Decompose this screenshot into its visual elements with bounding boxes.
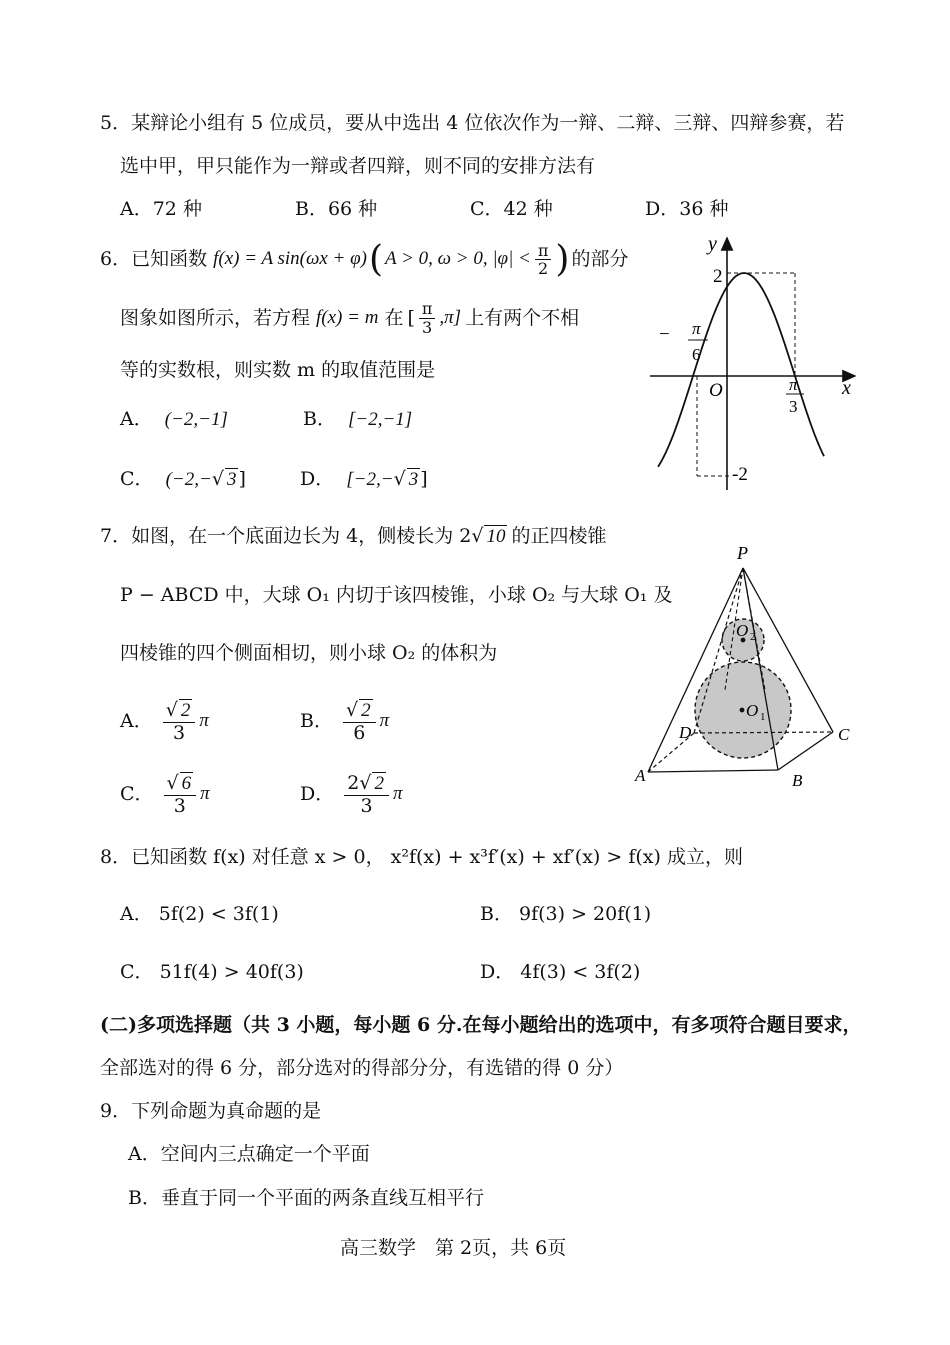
label-o2-sub: 2	[750, 631, 756, 643]
q6-prefix: 6．已知函数	[100, 248, 208, 271]
label-a: A	[635, 766, 646, 785]
q6-opt-c-label: C．	[120, 468, 154, 490]
q8-option-c: C． 51f(4) > 40f(3)	[120, 961, 304, 983]
q5-stem-line2: 选中甲，甲只能作为一辩或者四辩，则不同的安排方法有	[120, 155, 596, 177]
q6-opt-c-val: (−2,−	[165, 469, 212, 490]
q7-opt-d-label: D．	[300, 783, 335, 806]
graph-left-tick-minus: −	[659, 324, 670, 345]
q7-line1b: 的正四棱锥	[511, 525, 607, 547]
q7-opt-b-num: 2	[361, 700, 371, 721]
q6-opt-b-val: [−2,−1]	[348, 409, 413, 430]
q7-opt-a-den: 3	[172, 721, 186, 744]
q6-formula: f(x) = A sin(ωx + φ)	[213, 248, 367, 270]
graph-x-label: x	[842, 377, 851, 399]
q6-opt-b-label: B．	[303, 408, 336, 430]
graph-left-tick-num: π	[692, 319, 701, 338]
q7-sqrt10: 10	[486, 526, 506, 547]
q7-opt-d-den: 3	[360, 794, 373, 817]
q7-opt-d-num: 2	[374, 773, 384, 794]
q7-opt-c-den: 3	[173, 794, 186, 817]
q6-opt-c-close: ]	[238, 468, 246, 490]
label-p: P	[737, 543, 748, 563]
q6-opt-d-close: ]	[420, 468, 428, 490]
q6-line2c: 上有两个不相	[465, 306, 580, 329]
q6-equation: f(x) = m	[316, 306, 379, 328]
q6-interval-den: 3	[422, 317, 433, 337]
q6-cond-pi: π	[535, 242, 552, 261]
q7-opt-a-num: 2	[180, 700, 191, 721]
graph-right-tick-den: 3	[789, 397, 798, 416]
q5-option-c: C．42 种	[470, 198, 553, 220]
q8-option-b: B． 9f(3) > 20f(1)	[480, 903, 652, 925]
q7-option-c: C． $\frac{√ 6}{3}$ π	[120, 772, 210, 817]
graph-max-label: 2	[713, 266, 723, 287]
q6-opt-c-sqrt: 3	[226, 469, 237, 490]
q6-condition: A > 0, ω > 0, |φ| <	[385, 248, 531, 270]
q7-stem-line3: 四棱锥的四个侧面相切，则小球 O₂ 的体积为	[120, 642, 498, 664]
q6-line2b: 在	[384, 306, 404, 329]
q7-line1a: 7．如图，在一个底面边长为 4，侧棱长为 2	[100, 525, 472, 547]
q7-opt-c-label: C．	[120, 783, 154, 806]
q6-opt-a-val: (−2,−1]	[164, 409, 228, 430]
q8-stem: 8．已知函数 f(x) 对任意 x > 0， x²f(x) + x³f′(x) + xf′(x) > f(x) 成立，则	[100, 846, 743, 868]
q7-option-d: D． $\frac{2√ 2}{3}$ π	[300, 772, 403, 817]
graph-origin-label: O	[709, 380, 723, 401]
label-o2: O	[736, 621, 749, 640]
q7-opt-a-pi: π	[199, 710, 209, 732]
q6-option-c: C． (−2,−√ 3 ]	[120, 468, 246, 490]
q8-option-d: D． 4f(3) < 3f(2)	[480, 961, 641, 983]
label-c: C	[838, 725, 850, 744]
q7-opt-b-label: B．	[300, 710, 333, 733]
section2-instructions-line2: 全部选对的得 6 分，部分选对的得部分分，有选错的得 0 分）	[100, 1057, 624, 1079]
q5-option-d: D．36 种	[645, 198, 729, 220]
q7-stem-line2: P − ABCD 中，大球 O₁ 内切于该四棱锥，小球 O₂ 与大球 O₁ 及	[120, 584, 673, 606]
q6-option-d: D． [−2,−√ 3 ]	[300, 468, 428, 490]
q6-opt-d-label: D．	[300, 468, 335, 490]
q7-opt-b-den: 6	[353, 721, 366, 744]
q6-suffix: 的部分	[571, 248, 629, 271]
q7-opt-c-num: 6	[181, 773, 192, 794]
graph-y-label: y	[708, 233, 717, 255]
q6-stem-line1: 6．已知函数 f(x) = A sin(ωx + φ) ( A > 0, ω > 0, |φ| < $\frac{\pi}{2}$ ) 的部分	[100, 239, 629, 280]
q5-option-a: A．72 种	[120, 198, 202, 220]
sine-curve	[658, 273, 824, 467]
graph-right-tick-num: π	[789, 375, 798, 394]
q9-option-b: B．垂直于同一个平面的两条直线互相平行	[128, 1187, 484, 1209]
q6-interval-end: ,π]	[439, 306, 462, 328]
page-footer: 高三数学 第 2页，共 6页	[340, 1237, 567, 1259]
q7-option-a: A． $\frac{√ 2}{3}$ π	[120, 699, 209, 744]
q7-opt-a-label: A．	[120, 710, 153, 733]
q5-option-b: B．66 种	[295, 198, 378, 220]
q7-stem-line1: 7．如图，在一个底面边长为 4，侧棱长为 2√ 10 的正四棱锥	[100, 525, 607, 547]
edge-bc	[778, 732, 833, 770]
graph-left-tick-den: 6	[692, 345, 701, 364]
q6-sine-graph	[640, 228, 870, 498]
q7-opt-b-pi: π	[379, 710, 390, 732]
q6-cond-two: 2	[538, 259, 549, 279]
o1-center	[740, 708, 745, 713]
q9-stem: 9．下列命题为真命题的是	[100, 1100, 322, 1122]
label-o1: O	[746, 701, 759, 720]
q6-interval-num: π	[419, 300, 436, 319]
section2-instructions-line1: (二)多项选择题（共 3 小题，每小题 6 分.在每小题给出的选项中，有多项符合题目要求，	[100, 1014, 862, 1036]
q9-option-a: A．空间内三点确定一个平面	[128, 1143, 370, 1165]
q6-stem-line2: 图象如图所示，若方程 f(x) = m 在 [ $\frac{\pi}{3}$ ,π] 上有两个不相	[120, 299, 580, 337]
label-b: B	[792, 771, 803, 790]
edge-ab	[648, 770, 778, 772]
q7-pyramid-figure	[630, 540, 860, 800]
q6-stem-line3: 等的实数根，则实数 m 的取值范围是	[120, 359, 436, 381]
q7-option-b: B． $\frac{√ 2}{6}$ π	[300, 699, 390, 744]
q7-opt-c-pi: π	[200, 783, 210, 805]
q6-opt-a-label: A．	[120, 408, 153, 430]
q5-stem-line1: 5．某辩论小组有 5 位成员，要从中选出 4 位依次作为一辩、二辩、三辩、四辩参赛，若	[100, 112, 845, 134]
q6-option-b	[303, 408, 412, 432]
graph-min-label: -2	[732, 464, 748, 485]
q6-opt-d-val: [−2,−	[346, 469, 394, 490]
q6-option-a	[120, 408, 228, 432]
q7-opt-d-pi: π	[392, 783, 403, 805]
q6-line2a: 图象如图所示，若方程	[120, 306, 311, 329]
q8-option-a: A． 5f(2) < 3f(1)	[120, 903, 279, 925]
q6-opt-d-sqrt: 3	[408, 469, 419, 490]
label-d: D	[679, 723, 692, 742]
label-o1-sub: 1	[760, 711, 766, 723]
q7-opt-d-coef: 2	[347, 772, 360, 794]
